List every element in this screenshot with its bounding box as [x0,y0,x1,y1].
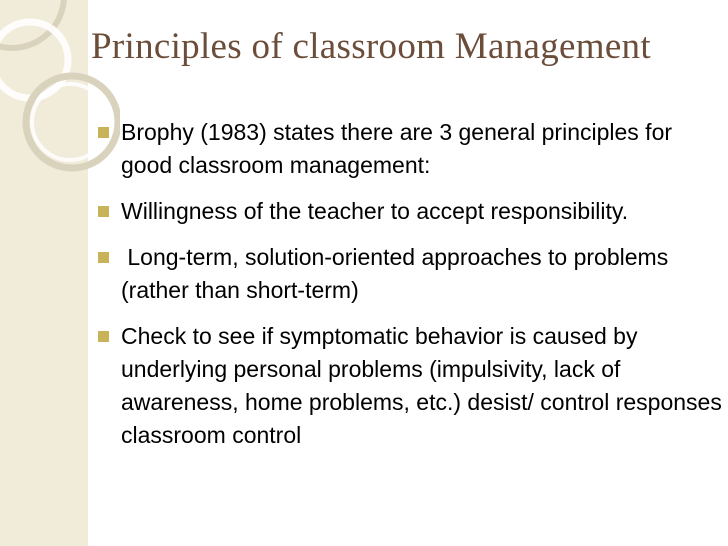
square-bullet-icon [98,331,109,342]
bullet-list [98,116,724,465]
bullet-item [98,241,724,307]
square-bullet-icon [98,127,109,138]
bullet-item [98,195,724,228]
bullet-text: Brophy (1983) states there are 3 general principles for good classroom management: [121,119,673,178]
slide-title: Principles of classroom Management [91,26,651,67]
bullet-item [98,116,724,182]
bullet-text: Check to see if symptomatic behavior is caused by underlying personal problems (impulsivity, lack of awareness, home problems, etc.) desist/ control responses classroom control [121,323,722,448]
square-bullet-icon [98,252,109,263]
bullet-text: Long-term, solution-oriented approaches to problems (rather than short-term) [121,244,675,303]
bullet-text: Willingness of the teacher to accept responsibility. [121,198,629,224]
bullet-item [98,320,724,452]
square-bullet-icon [98,206,109,217]
